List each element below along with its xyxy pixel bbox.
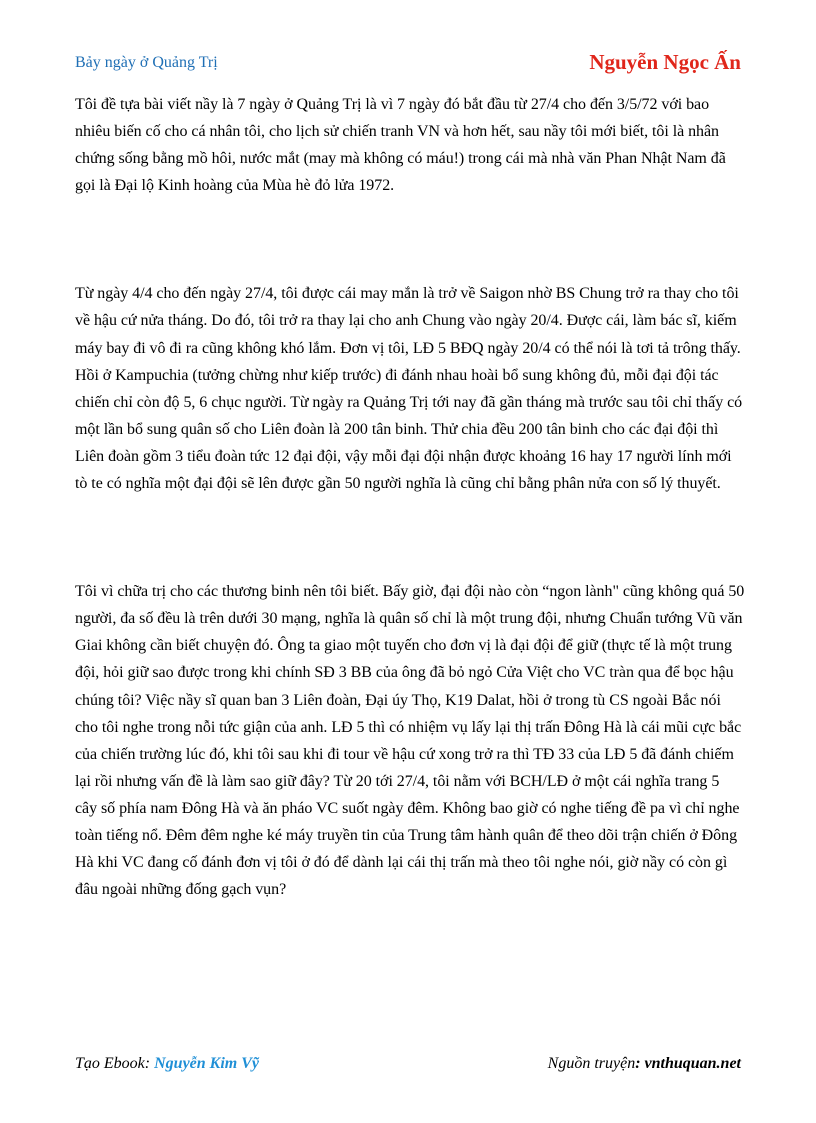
source-site: vnthuquan.net [644,1055,741,1072]
paragraph-1: Tôi đề tựa bài viết nầy là 7 ngày ở Quảng Trị là vì 7 ngày đó bắt đầu từ 27/4 cho đến 3/5/72 với bao nhiêu biến cố cho cá nhân tôi, cho lịch sử chiến tranh VN và hơn hết, sau nầy tôi mới biết, tôi là nhân chứng sống bằng mồ hôi, nước mắt (may mà không có máu!) trong cái mà nhà văn Phan Nhật Nam đã gọi là Đại lộ Kinh hoàng của Mùa hè đỏ lửa 1972. [75,96,726,195]
ebook-creator-name: Nguyễn Kim Vỹ [154,1055,259,1072]
page-header [75,50,741,76]
ebook-label: Tạo Ebook [75,1055,145,1072]
ebook-credit [75,1055,259,1073]
paragraph-2: Từ ngày 4/4 cho đến ngày 27/4, tôi được cái may mắn là trở về Saigon nhờ BS Chung trở ra thay cho tôi về hậu cứ nửa tháng. Do đó, tôi trở ra thay lại cho anh Chung vào ngày 20/4. Được cái, làm bác sĩ, kiếm máy bay đi vô đi ra cũng không khó lắm. Đơn vị tôi, LĐ 5 BĐQ ngày 20/4 có thể nói là tơi tả trông thấy. Hồi ở Kampuchia (tưởng chừng như kiếp trước) đi đánh nhau hoài bổ sung không đủ, mỗi đại đội tác chiến chỉ còn độ 5, 6 chục người. Từ ngày ra Quảng Trị tới nay đã gần tháng mà trước sau tôi chỉ thấy có một lần bổ sung quân số cho Liên đoàn là 200 tân binh. Thử chia đều 200 tân binh cho các đại đội thì Liên đoàn gồm 3 tiểu đoàn tức 12 đại đội, vậy mỗi đại đội nhận được khoảng 16 hay 17 người lính mới tò te có nghĩa một đại đội sẽ lên được gần 50 người nghĩa là cũng chỉ bằng phân nửa con số lý thuyết. [75,285,743,493]
page-footer [75,1055,741,1077]
source-label: Nguồn truyện [547,1055,636,1072]
document-title: Bảy ngày ở Quảng Trị [75,54,218,71]
paragraph-3: Tôi vì chữa trị cho các thương binh nên tôi biết. Bấy giờ, đại đội nào còn “ngon lành" cũng không quá 50 người, đa số đều là trên dưới 30 mạng, nghĩa là quân số chỉ là một trung đội, nhưng Chuẩn tướng Vũ văn Giai không cần biết chuyện đó. Ông ta giao một tuyến cho đơn vị là đại đội để giữ (thực tế là một trung đội, hỏi giữ sao được trong khi chính SĐ 3 BB của ông đã bỏ ngỏ Cửa Việt cho VC tràn qua để bọc hậu chúng tôi? Việc nầy sĩ quan ban 3 Liên đoàn, Đại úy Thọ, K19 Dalat, hồi ở trong tù CS ngoài Bắc nói cho tôi nghe trong nỗi tức giận của anh. LĐ 5 thì có nhiệm vụ lấy lại thị trấn Đông Hà là cái mũi cực bắc của chiến trường lúc đó, khi tôi sau khi đi tour về hậu cứ xong trở ra thì TĐ 33 của LĐ 5 đã đánh chiếm lại rồi nhưng vấn đề là làm sao giữ đây? Từ 20 tới 27/4, tôi nằm với BCH/LĐ ở một cái nghĩa trang 5 cây số phía nam Đông Hà và ăn pháo VC suốt ngày đêm. Không bao giờ có nghe tiếng đề pa vì chỉ nghe toàn tiếng nổ. Đêm đêm nghe ké máy truyền tin của Trung tâm hành quân để theo dõi trận chiến ở Đông Hà khi VC đang cố đánh đơn vị tôi ở đó để dành lại cái thị trấn mà theo tôi nghe nói, giờ nầy có còn gì đâu ngoài những đống gạch vụn? [75,583,745,899]
article-body [75,91,745,903]
source-separator: : [635,1055,645,1072]
source-credit [548,1055,741,1073]
author-name: Nguyễn Ngọc Ấn [589,50,741,74]
ebook-separator: : [144,1055,155,1072]
